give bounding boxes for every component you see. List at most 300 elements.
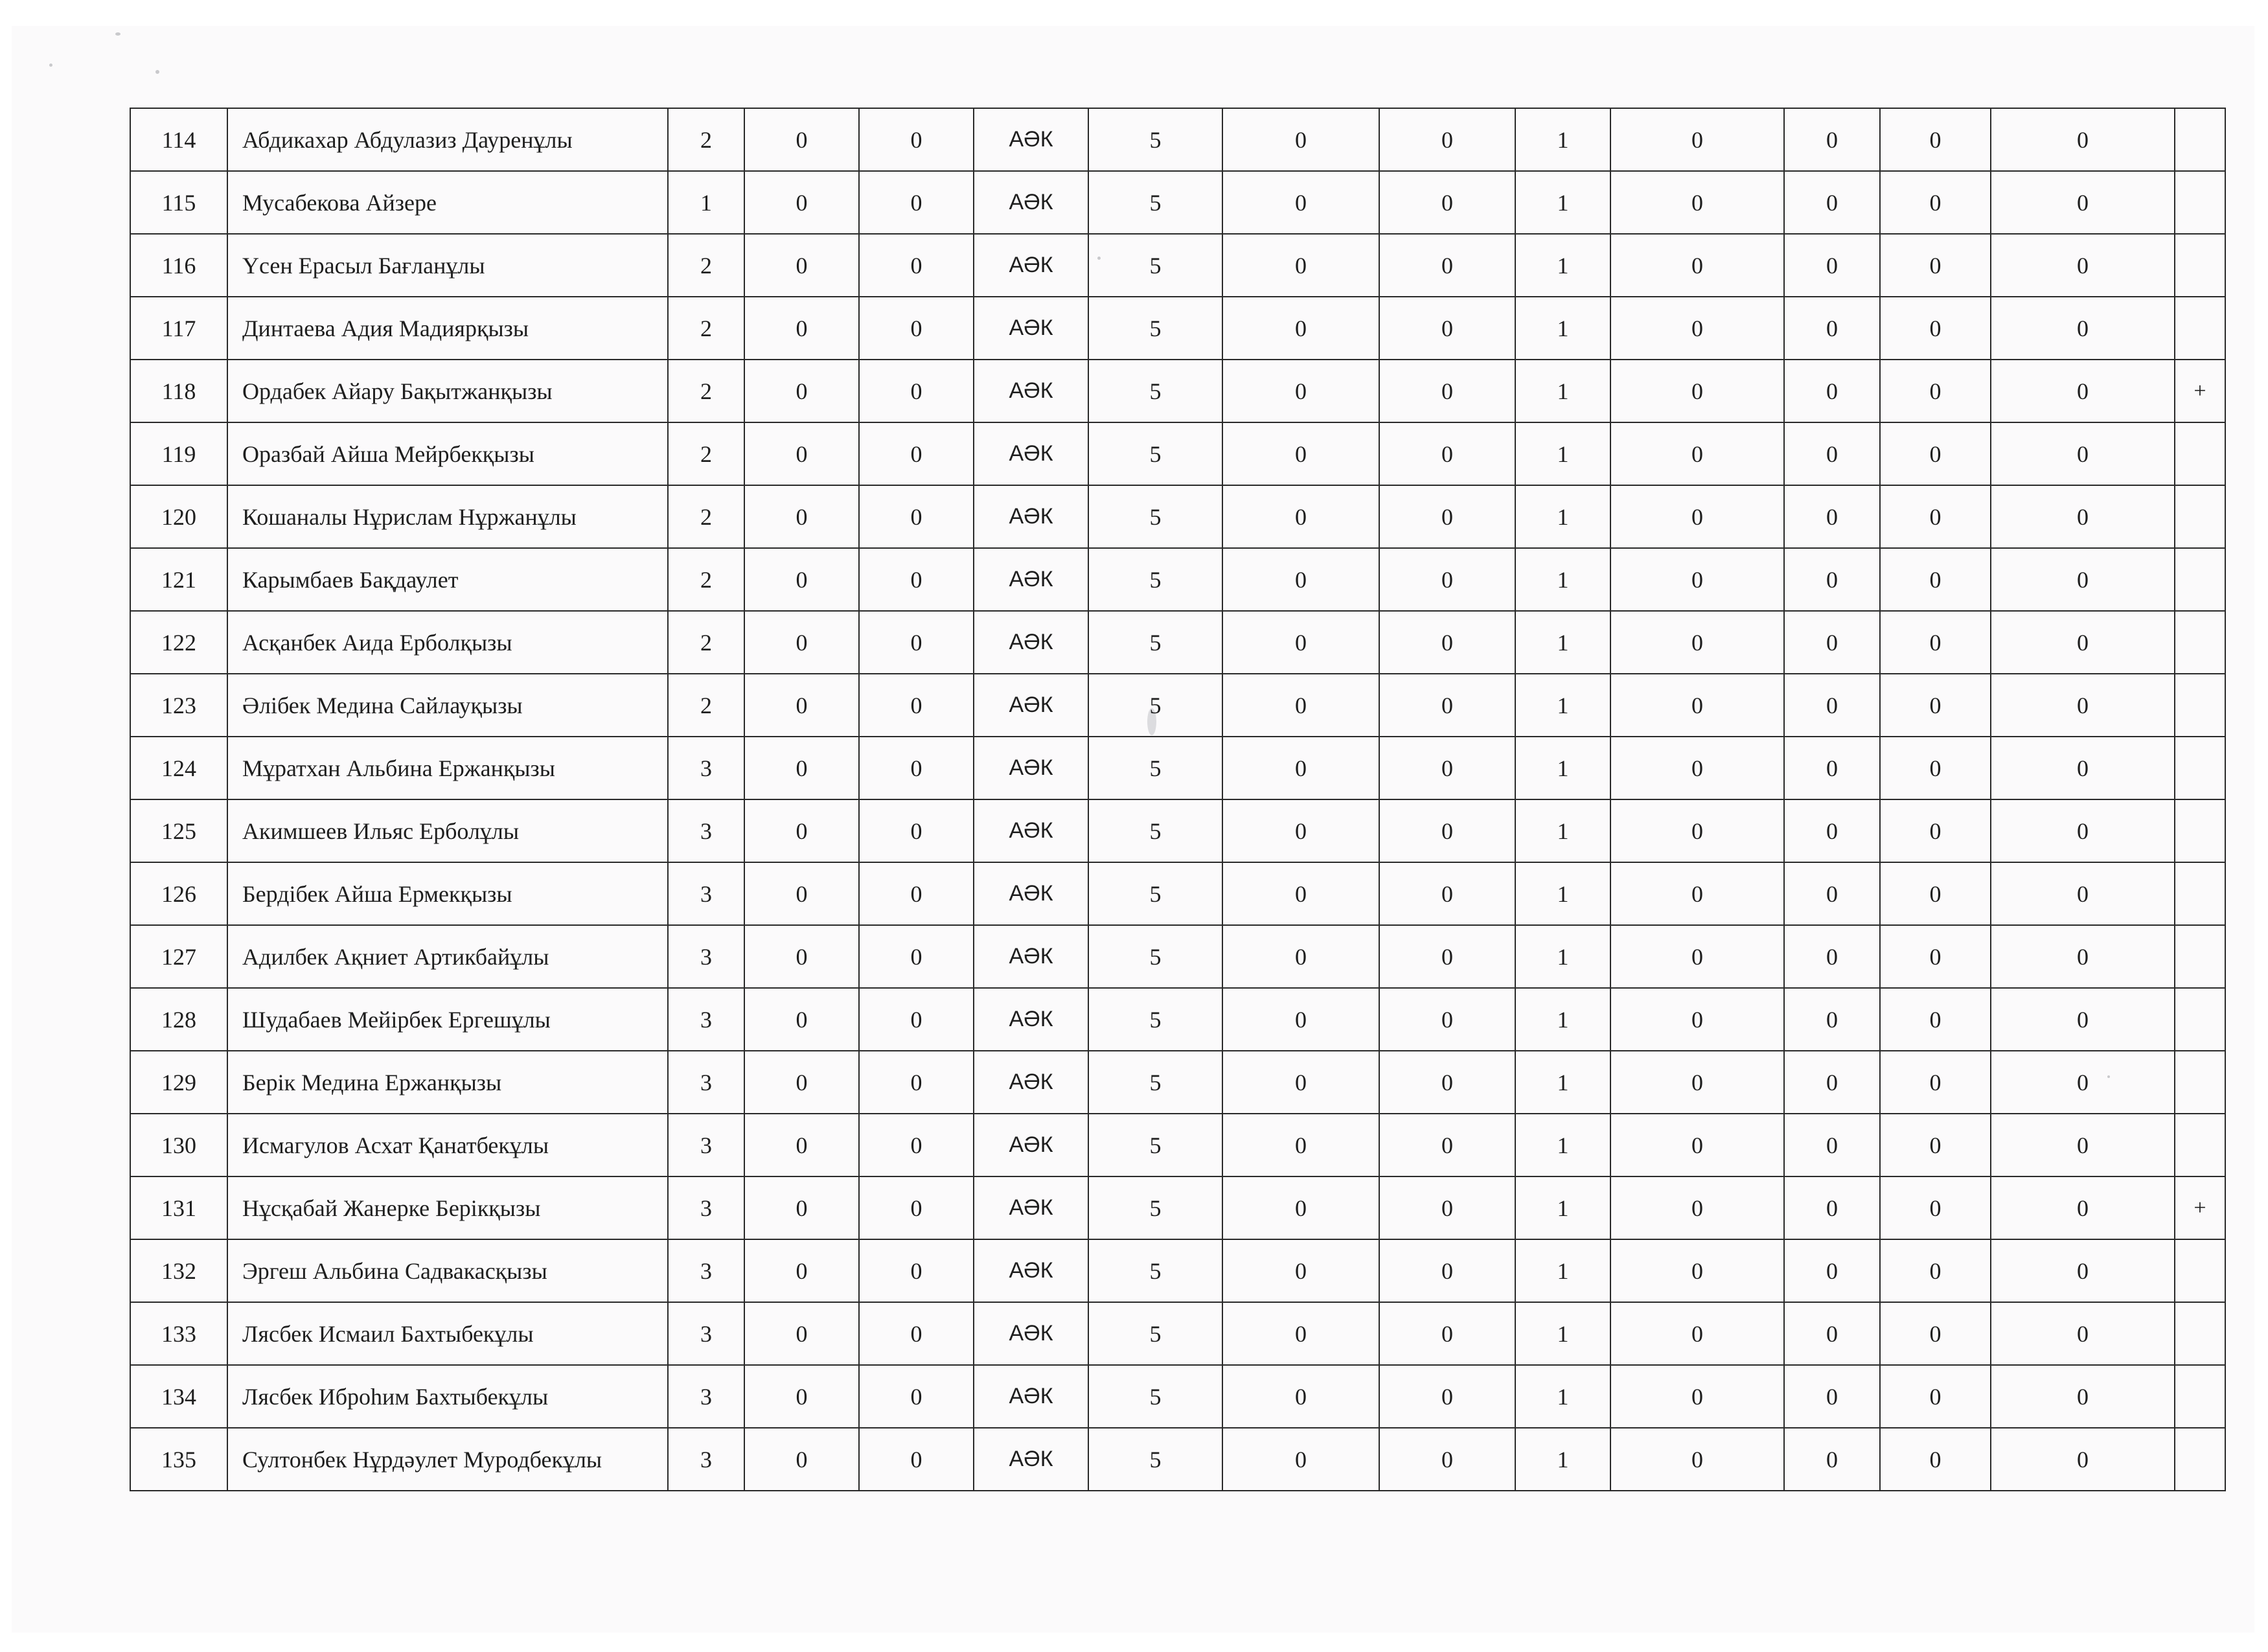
- col-8-cell: 1: [1515, 1365, 1610, 1428]
- col-6-cell: 0: [1222, 1051, 1379, 1114]
- col-2-cell: 0: [744, 1428, 859, 1491]
- col-5-cell: 5: [1088, 1302, 1222, 1365]
- col-10-cell: 0: [1784, 1302, 1880, 1365]
- mark-cell: [2175, 548, 2225, 611]
- table-row: [130, 1176, 2225, 1239]
- col-8-cell: 1: [1515, 1114, 1610, 1176]
- student-name-cell: Акимшеев Ильяс Ерболұлы: [227, 799, 668, 862]
- mark-cell: [2175, 1051, 2225, 1114]
- col-3-cell: 0: [859, 1176, 974, 1239]
- student-name-cell: Мусабекова Айзере: [227, 171, 668, 234]
- table-body: [130, 108, 2225, 1491]
- col-12-cell: 0: [1991, 1428, 2175, 1491]
- col-10-cell: 0: [1784, 1428, 1880, 1491]
- col-5-cell: 5: [1088, 611, 1222, 674]
- col-7-cell: 0: [1379, 925, 1515, 988]
- col-8-cell: 1: [1515, 674, 1610, 737]
- col-3-cell: 0: [859, 548, 974, 611]
- col-1-cell: 2: [668, 234, 744, 297]
- mark-cell: [2175, 234, 2225, 297]
- col-12-cell: 0: [1991, 485, 2175, 548]
- col-8-cell: 1: [1515, 737, 1610, 799]
- table-row: [130, 171, 2225, 234]
- group-code-cell: АӘК: [974, 1176, 1088, 1239]
- group-code-cell: АӘК: [974, 1428, 1088, 1491]
- col-11-cell: 0: [1880, 988, 1991, 1051]
- col-9-cell: 0: [1610, 862, 1784, 925]
- col-1-cell: 2: [668, 297, 744, 360]
- col-3-cell: 0: [859, 297, 974, 360]
- col-6-cell: 0: [1222, 611, 1379, 674]
- col-1-cell: 1: [668, 171, 744, 234]
- col-10-cell: 0: [1784, 297, 1880, 360]
- col-12-cell: 0: [1991, 360, 2175, 422]
- col-6-cell: 0: [1222, 1114, 1379, 1176]
- col-9-cell: 0: [1610, 1114, 1784, 1176]
- col-12-cell: 0: [1991, 297, 2175, 360]
- mark-cell: [2175, 1114, 2225, 1176]
- col-7-cell: 0: [1379, 674, 1515, 737]
- row-number-cell: 118: [130, 360, 227, 422]
- col-8-cell: 1: [1515, 611, 1610, 674]
- group-code-cell: АӘК: [974, 234, 1088, 297]
- col-7-cell: 0: [1379, 485, 1515, 548]
- col-8-cell: 1: [1515, 422, 1610, 485]
- table-row: [130, 1365, 2225, 1428]
- col-1-cell: 3: [668, 1114, 744, 1176]
- col-1-cell: 3: [668, 1302, 744, 1365]
- col-9-cell: 0: [1610, 1176, 1784, 1239]
- col-2-cell: 0: [744, 611, 859, 674]
- group-code-cell: АӘК: [974, 422, 1088, 485]
- col-11-cell: 0: [1880, 1176, 1991, 1239]
- mark-cell: +: [2175, 1176, 2225, 1239]
- col-7-cell: 0: [1379, 360, 1515, 422]
- col-9-cell: 0: [1610, 485, 1784, 548]
- col-8-cell: 1: [1515, 297, 1610, 360]
- row-number-cell: 122: [130, 611, 227, 674]
- col-10-cell: 0: [1784, 1239, 1880, 1302]
- col-2-cell: 0: [744, 360, 859, 422]
- col-2-cell: 0: [744, 925, 859, 988]
- col-1-cell: 2: [668, 611, 744, 674]
- group-code-cell: АӘК: [974, 674, 1088, 737]
- col-1-cell: 2: [668, 485, 744, 548]
- col-2-cell: 0: [744, 485, 859, 548]
- table-row: [130, 925, 2225, 988]
- col-5-cell: 5: [1088, 360, 1222, 422]
- col-9-cell: 0: [1610, 799, 1784, 862]
- col-10-cell: 0: [1784, 988, 1880, 1051]
- group-code-cell: АӘК: [974, 799, 1088, 862]
- table-row: [130, 1428, 2225, 1491]
- student-name-cell: Султонбек Нұрдәулет Муродбекұлы: [227, 1428, 668, 1491]
- col-5-cell: 5: [1088, 1051, 1222, 1114]
- col-5-cell: 5: [1088, 1428, 1222, 1491]
- col-10-cell: 0: [1784, 1114, 1880, 1176]
- table-row: [130, 988, 2225, 1051]
- col-1-cell: 3: [668, 1428, 744, 1491]
- student-name-cell: Берік Медина Ержанқызы: [227, 1051, 668, 1114]
- col-3-cell: 0: [859, 674, 974, 737]
- col-9-cell: 0: [1610, 1302, 1784, 1365]
- col-7-cell: 0: [1379, 1302, 1515, 1365]
- col-11-cell: 0: [1880, 674, 1991, 737]
- row-number-cell: 116: [130, 234, 227, 297]
- col-5-cell: 5: [1088, 737, 1222, 799]
- col-6-cell: 0: [1222, 799, 1379, 862]
- col-8-cell: 1: [1515, 108, 1610, 171]
- col-10-cell: 0: [1784, 862, 1880, 925]
- row-number-cell: 114: [130, 108, 227, 171]
- group-code-cell: АӘК: [974, 611, 1088, 674]
- col-10-cell: 0: [1784, 611, 1880, 674]
- mark-cell: [2175, 862, 2225, 925]
- table-row: [130, 737, 2225, 799]
- col-6-cell: 0: [1222, 171, 1379, 234]
- col-2-cell: 0: [744, 737, 859, 799]
- col-12-cell: 0: [1991, 988, 2175, 1051]
- group-code-cell: АӘК: [974, 988, 1088, 1051]
- col-1-cell: 2: [668, 548, 744, 611]
- col-11-cell: 0: [1880, 925, 1991, 988]
- student-name-cell: Бердібек Айша Ермекқызы: [227, 862, 668, 925]
- col-11-cell: 0: [1880, 1114, 1991, 1176]
- col-11-cell: 0: [1880, 548, 1991, 611]
- student-name-cell: Исмагулов Асхат Қанатбекұлы: [227, 1114, 668, 1176]
- table-row: [130, 485, 2225, 548]
- student-name-cell: Карымбаев Бақдаулет: [227, 548, 668, 611]
- col-10-cell: 0: [1784, 108, 1880, 171]
- student-name-cell: Оразбай Айша Мейрбекқызы: [227, 422, 668, 485]
- col-11-cell: 0: [1880, 611, 1991, 674]
- row-number-cell: 134: [130, 1365, 227, 1428]
- row-number-cell: 132: [130, 1239, 227, 1302]
- col-12-cell: 0: [1991, 862, 2175, 925]
- group-code-cell: АӘК: [974, 1302, 1088, 1365]
- col-11-cell: 0: [1880, 1428, 1991, 1491]
- col-3-cell: 0: [859, 108, 974, 171]
- col-5-cell: 5: [1088, 1176, 1222, 1239]
- col-6-cell: 0: [1222, 1365, 1379, 1428]
- row-number-cell: 131: [130, 1176, 227, 1239]
- col-11-cell: 0: [1880, 1051, 1991, 1114]
- col-6-cell: 0: [1222, 1428, 1379, 1491]
- col-6-cell: 0: [1222, 988, 1379, 1051]
- col-11-cell: 0: [1880, 234, 1991, 297]
- group-code-cell: АӘК: [974, 171, 1088, 234]
- col-6-cell: 0: [1222, 422, 1379, 485]
- col-5-cell: 5: [1088, 1365, 1222, 1428]
- col-2-cell: 0: [744, 988, 859, 1051]
- group-code-cell: АӘК: [974, 737, 1088, 799]
- col-12-cell: 0: [1991, 171, 2175, 234]
- table-row: [130, 799, 2225, 862]
- col-6-cell: 0: [1222, 548, 1379, 611]
- col-7-cell: 0: [1379, 988, 1515, 1051]
- mark-cell: [2175, 1365, 2225, 1428]
- col-11-cell: 0: [1880, 108, 1991, 171]
- mark-cell: [2175, 297, 2225, 360]
- col-8-cell: 1: [1515, 988, 1610, 1051]
- col-1-cell: 2: [668, 108, 744, 171]
- table-row: [130, 1114, 2225, 1176]
- col-9-cell: 0: [1610, 234, 1784, 297]
- group-code-cell: АӘК: [974, 862, 1088, 925]
- col-3-cell: 0: [859, 799, 974, 862]
- col-6-cell: 0: [1222, 1239, 1379, 1302]
- col-2-cell: 0: [744, 862, 859, 925]
- col-9-cell: 0: [1610, 360, 1784, 422]
- col-5-cell: 5: [1088, 674, 1222, 737]
- col-6-cell: 0: [1222, 360, 1379, 422]
- mark-cell: [2175, 485, 2225, 548]
- col-6-cell: 0: [1222, 485, 1379, 548]
- col-8-cell: 1: [1515, 1051, 1610, 1114]
- mark-cell: [2175, 1239, 2225, 1302]
- row-number-cell: 117: [130, 297, 227, 360]
- col-5-cell: 5: [1088, 548, 1222, 611]
- row-number-cell: 126: [130, 862, 227, 925]
- col-3-cell: 0: [859, 360, 974, 422]
- row-number-cell: 120: [130, 485, 227, 548]
- col-3-cell: 0: [859, 234, 974, 297]
- col-8-cell: 1: [1515, 171, 1610, 234]
- col-7-cell: 0: [1379, 422, 1515, 485]
- col-11-cell: 0: [1880, 171, 1991, 234]
- table-row: [130, 1051, 2225, 1114]
- col-1-cell: 3: [668, 862, 744, 925]
- table-row: [130, 234, 2225, 297]
- col-11-cell: 0: [1880, 297, 1991, 360]
- col-7-cell: 0: [1379, 1051, 1515, 1114]
- col-12-cell: 0: [1991, 925, 2175, 988]
- col-2-cell: 0: [744, 1051, 859, 1114]
- col-3-cell: 0: [859, 737, 974, 799]
- col-12-cell: 0: [1991, 1239, 2175, 1302]
- col-11-cell: 0: [1880, 1365, 1991, 1428]
- mark-cell: [2175, 1428, 2225, 1491]
- student-name-cell: Нұсқабай Жанерке Берікқызы: [227, 1176, 668, 1239]
- col-3-cell: 0: [859, 1428, 974, 1491]
- col-2-cell: 0: [744, 108, 859, 171]
- group-code-cell: АӘК: [974, 1239, 1088, 1302]
- table-row: [130, 1302, 2225, 1365]
- mark-cell: +: [2175, 360, 2225, 422]
- col-3-cell: 0: [859, 1051, 974, 1114]
- group-code-cell: АӘК: [974, 297, 1088, 360]
- col-10-cell: 0: [1784, 422, 1880, 485]
- col-10-cell: 0: [1784, 925, 1880, 988]
- col-12-cell: 0: [1991, 611, 2175, 674]
- col-10-cell: 0: [1784, 799, 1880, 862]
- col-3-cell: 0: [859, 422, 974, 485]
- col-7-cell: 0: [1379, 1176, 1515, 1239]
- mark-cell: [2175, 737, 2225, 799]
- mark-cell: [2175, 988, 2225, 1051]
- row-number-cell: 129: [130, 1051, 227, 1114]
- student-name-cell: Әлібек Медина Сайлауқызы: [227, 674, 668, 737]
- col-2-cell: 0: [744, 674, 859, 737]
- col-5-cell: 5: [1088, 108, 1222, 171]
- col-10-cell: 0: [1784, 1051, 1880, 1114]
- col-9-cell: 0: [1610, 737, 1784, 799]
- col-5-cell: 5: [1088, 862, 1222, 925]
- col-5-cell: 5: [1088, 988, 1222, 1051]
- row-number-cell: 119: [130, 422, 227, 485]
- col-7-cell: 0: [1379, 297, 1515, 360]
- col-7-cell: 0: [1379, 171, 1515, 234]
- row-number-cell: 125: [130, 799, 227, 862]
- col-1-cell: 3: [668, 1051, 744, 1114]
- col-10-cell: 0: [1784, 1365, 1880, 1428]
- col-7-cell: 0: [1379, 611, 1515, 674]
- col-12-cell: 0: [1991, 1051, 2175, 1114]
- col-10-cell: 0: [1784, 360, 1880, 422]
- col-11-cell: 0: [1880, 1302, 1991, 1365]
- col-7-cell: 0: [1379, 737, 1515, 799]
- col-12-cell: 0: [1991, 1114, 2175, 1176]
- table-row: [130, 548, 2225, 611]
- col-8-cell: 1: [1515, 1176, 1610, 1239]
- col-12-cell: 0: [1991, 234, 2175, 297]
- col-6-cell: 0: [1222, 674, 1379, 737]
- col-6-cell: 0: [1222, 862, 1379, 925]
- student-name-cell: Адилбек Ақниет Артикбайұлы: [227, 925, 668, 988]
- col-12-cell: 0: [1991, 1365, 2175, 1428]
- row-number-cell: 133: [130, 1302, 227, 1365]
- col-7-cell: 0: [1379, 862, 1515, 925]
- mark-cell: [2175, 422, 2225, 485]
- student-name-cell: Абдикахар Абдулазиз Дауренұлы: [227, 108, 668, 171]
- col-7-cell: 0: [1379, 548, 1515, 611]
- col-7-cell: 0: [1379, 799, 1515, 862]
- col-12-cell: 0: [1991, 737, 2175, 799]
- student-name-cell: Кошаналы Нұрислам Нұржанұлы: [227, 485, 668, 548]
- col-10-cell: 0: [1784, 171, 1880, 234]
- col-8-cell: 1: [1515, 925, 1610, 988]
- col-7-cell: 0: [1379, 1365, 1515, 1428]
- col-12-cell: 0: [1991, 1176, 2175, 1239]
- col-7-cell: 0: [1379, 1428, 1515, 1491]
- col-8-cell: 1: [1515, 1239, 1610, 1302]
- col-5-cell: 5: [1088, 799, 1222, 862]
- col-10-cell: 0: [1784, 548, 1880, 611]
- row-number-cell: 128: [130, 988, 227, 1051]
- col-8-cell: 1: [1515, 799, 1610, 862]
- table-row: [130, 360, 2225, 422]
- scan-speck: [49, 63, 52, 67]
- col-1-cell: 3: [668, 925, 744, 988]
- col-6-cell: 0: [1222, 297, 1379, 360]
- student-name-cell: Динтаева Адия Мадиярқызы: [227, 297, 668, 360]
- row-number-cell: 124: [130, 737, 227, 799]
- col-3-cell: 0: [859, 1365, 974, 1428]
- col-11-cell: 0: [1880, 360, 1991, 422]
- row-number-cell: 123: [130, 674, 227, 737]
- student-name-cell: Ордабек Айару Бақытжанқызы: [227, 360, 668, 422]
- col-5-cell: 5: [1088, 1239, 1222, 1302]
- col-9-cell: 0: [1610, 611, 1784, 674]
- col-2-cell: 0: [744, 799, 859, 862]
- col-5-cell: 5: [1088, 1114, 1222, 1176]
- col-11-cell: 0: [1880, 862, 1991, 925]
- mark-cell: [2175, 611, 2225, 674]
- col-6-cell: 0: [1222, 737, 1379, 799]
- col-3-cell: 0: [859, 862, 974, 925]
- table-row: [130, 1239, 2225, 1302]
- col-1-cell: 3: [668, 737, 744, 799]
- group-code-cell: АӘК: [974, 925, 1088, 988]
- col-9-cell: 0: [1610, 1051, 1784, 1114]
- col-3-cell: 0: [859, 611, 974, 674]
- col-8-cell: 1: [1515, 485, 1610, 548]
- col-3-cell: 0: [859, 988, 974, 1051]
- table-row: [130, 674, 2225, 737]
- col-9-cell: 0: [1610, 1239, 1784, 1302]
- col-9-cell: 0: [1610, 297, 1784, 360]
- col-8-cell: 1: [1515, 862, 1610, 925]
- col-5-cell: 5: [1088, 485, 1222, 548]
- scan-speck: [115, 32, 120, 36]
- col-3-cell: 0: [859, 485, 974, 548]
- col-3-cell: 0: [859, 925, 974, 988]
- student-name-cell: Асқанбек Аида Ерболқызы: [227, 611, 668, 674]
- col-2-cell: 0: [744, 1176, 859, 1239]
- col-3-cell: 0: [859, 1114, 974, 1176]
- col-9-cell: 0: [1610, 422, 1784, 485]
- col-10-cell: 0: [1784, 485, 1880, 548]
- col-2-cell: 0: [744, 234, 859, 297]
- col-1-cell: 2: [668, 674, 744, 737]
- student-name-cell: Лясбек Иброһим Бахтыбекұлы: [227, 1365, 668, 1428]
- table-row: [130, 297, 2225, 360]
- col-2-cell: 0: [744, 1302, 859, 1365]
- col-10-cell: 0: [1784, 234, 1880, 297]
- col-9-cell: 0: [1610, 548, 1784, 611]
- col-8-cell: 1: [1515, 548, 1610, 611]
- scan-speck: [155, 70, 159, 74]
- col-8-cell: 1: [1515, 360, 1610, 422]
- col-12-cell: 0: [1991, 799, 2175, 862]
- col-3-cell: 0: [859, 1239, 974, 1302]
- col-8-cell: 1: [1515, 234, 1610, 297]
- table-row: [130, 108, 2225, 171]
- col-7-cell: 0: [1379, 1114, 1515, 1176]
- group-code-cell: АӘК: [974, 548, 1088, 611]
- col-1-cell: 3: [668, 799, 744, 862]
- student-name-cell: Эргеш Альбина Садвакасқызы: [227, 1239, 668, 1302]
- student-name-cell: Шудабаев Мейірбек Ергешұлы: [227, 988, 668, 1051]
- student-name-cell: Үсен Ерасыл Бағланұлы: [227, 234, 668, 297]
- student-results-table: [130, 108, 2226, 1491]
- mark-cell: [2175, 674, 2225, 737]
- col-2-cell: 0: [744, 1365, 859, 1428]
- mark-cell: [2175, 108, 2225, 171]
- col-6-cell: 0: [1222, 1176, 1379, 1239]
- col-7-cell: 0: [1379, 234, 1515, 297]
- col-2-cell: 0: [744, 1239, 859, 1302]
- student-name-cell: Лясбек Исмаил Бахтыбекұлы: [227, 1302, 668, 1365]
- table-row: [130, 422, 2225, 485]
- group-code-cell: АӘК: [974, 485, 1088, 548]
- col-5-cell: 5: [1088, 297, 1222, 360]
- col-3-cell: 0: [859, 1302, 974, 1365]
- student-name-cell: Мұратхан Альбина Ержанқызы: [227, 737, 668, 799]
- mark-cell: [2175, 171, 2225, 234]
- col-6-cell: 0: [1222, 1302, 1379, 1365]
- col-6-cell: 0: [1222, 108, 1379, 171]
